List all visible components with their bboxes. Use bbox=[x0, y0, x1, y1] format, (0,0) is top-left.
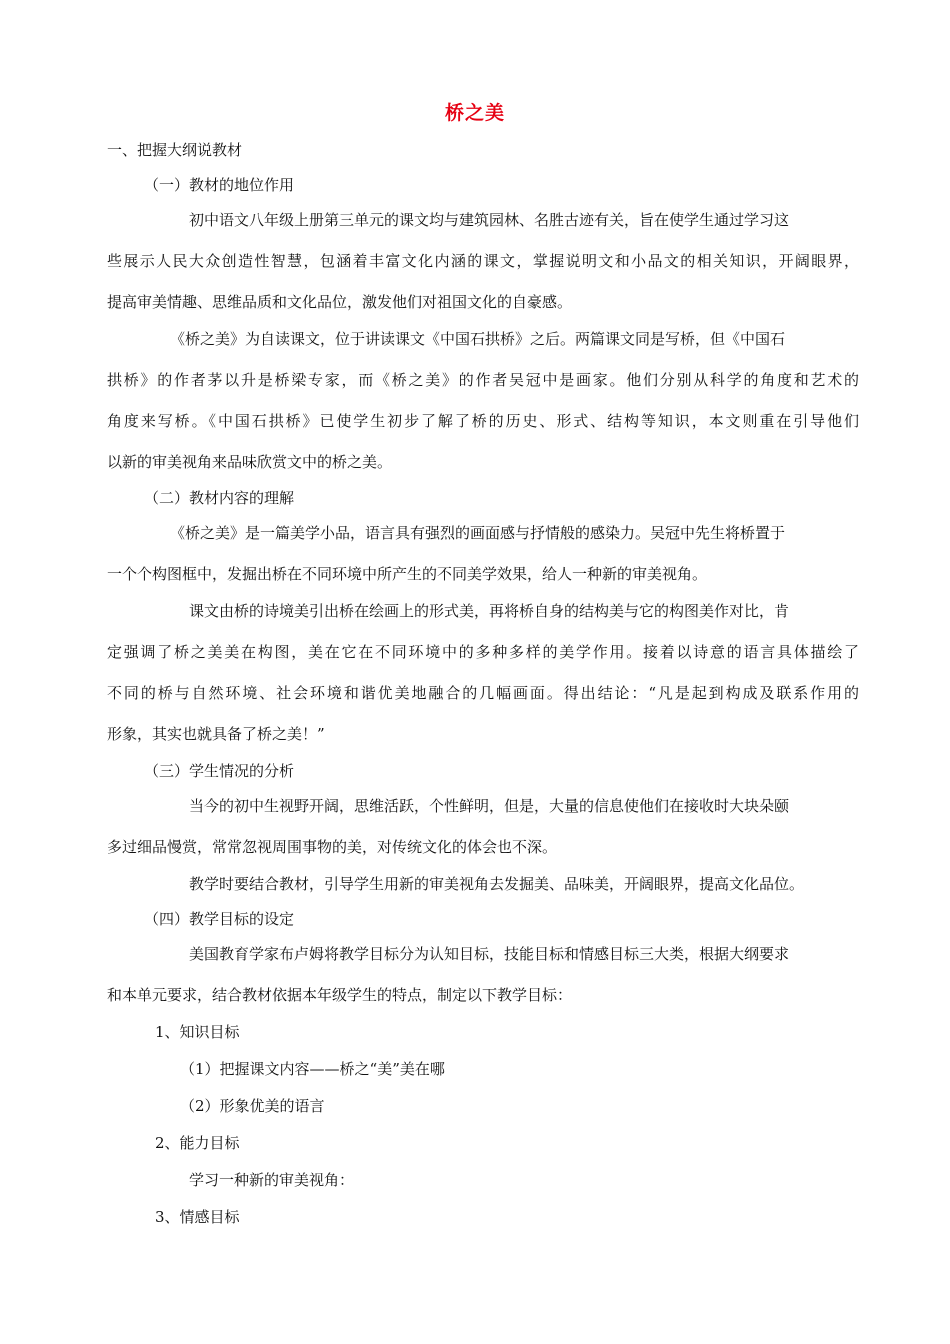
paragraph-line: 以新的审美视角来品味欣赏文中的桥之美。 bbox=[107, 453, 393, 471]
paragraph-line: 定强调了桥之美美在构图，美在它在不同环境中的多种多样的美学作用。接着以诗意的语言具体描绘了 bbox=[107, 643, 859, 661]
paragraph-line: 《桥之美》是一篇美学小品，语言具有强烈的画面感与抒情般的感染力。吴冠中先生将桥置于 bbox=[170, 524, 786, 542]
subsection-heading: （二）教材内容的理解 bbox=[144, 489, 295, 507]
paragraph-line: 多过细品慢赏，常常忽视周围事物的美，对传统文化的体会也不深。 bbox=[107, 838, 558, 856]
subsection-heading: （三）学生情况的分析 bbox=[144, 762, 295, 780]
paragraph-line: 一个个构图框中，发掘出桥在不同环境中所产生的不同美学效果，给人一种新的审美视角。 bbox=[107, 565, 708, 583]
section-heading: 一、把握大纲说教材 bbox=[107, 141, 243, 159]
paragraph-line: 不同的桥与自然环境、社会环境和谐优美地融合的几幅画面。得出结论：“凡是起到构成及联系作用的 bbox=[107, 684, 859, 702]
paragraph-line: 提高审美情趣、思维品质和文化品位，激发他们对祖国文化的自豪感。 bbox=[107, 293, 573, 311]
paragraph-line: 初中语文八年级上册第三单元的课文均与建筑园林、名胜古迹有关，旨在使学生通过学习这 bbox=[189, 211, 790, 229]
list-item: 学习一种新的审美视角： bbox=[189, 1171, 355, 1189]
paragraph-line: 《桥之美》为自读课文，位于讲读课文《中国石拱桥》之后。两篇课文同是写桥，但《中国石 bbox=[170, 330, 786, 348]
list-heading: 3、情感目标 bbox=[155, 1208, 240, 1226]
list-item: （1）把握课文内容——桥之“美”美在哪 bbox=[180, 1060, 445, 1078]
paragraph-line: 教学时要结合教材，引导学生用新的审美视角去发掘美、品味美，开阔眼界，提高文化品位。 bbox=[189, 875, 805, 893]
paragraph-line: 和本单元要求，结合教材依据本年级学生的特点，制定以下教学目标： bbox=[107, 986, 573, 1004]
paragraph-line: 形象，其实也就具备了桥之美！” bbox=[107, 725, 325, 743]
list-heading: 1、知识目标 bbox=[155, 1023, 240, 1041]
subsection-heading: （四）教学目标的设定 bbox=[144, 910, 295, 928]
list-heading: 2、能力目标 bbox=[155, 1134, 240, 1152]
paragraph-line: 些展示人民大众创造性智慧，包涵着丰富文化内涵的课文，掌握说明文和小品文的相关知识，开阔眼界， bbox=[107, 252, 859, 270]
paragraph-line: 当今的初中生视野开阔，思维活跃，个性鲜明，但是，大量的信息使他们在接收时大块朵颐 bbox=[189, 797, 790, 815]
subsection-heading: （一）教材的地位作用 bbox=[144, 176, 295, 194]
document-title: 桥之美 bbox=[444, 102, 505, 124]
paragraph-line: 美国教育学家布卢姆将教学目标分为认知目标，技能目标和情感目标三大类，根据大纲要求 bbox=[189, 945, 790, 963]
paragraph-line: 角度来写桥。《中国石拱桥》已使学生初步了解了桥的历史、形式、结构等知识，本文则重在引导他们 bbox=[107, 412, 859, 430]
paragraph-line: 课文由桥的诗境美引出桥在绘画上的形式美，再将桥自身的结构美与它的构图美作对比，肯 bbox=[189, 602, 790, 620]
paragraph-line: 拱桥》的作者茅以升是桥梁专家，而《桥之美》的作者吴冠中是画家。他们分别从科学的角度和艺术的 bbox=[107, 371, 859, 389]
list-item: （2）形象优美的语言 bbox=[180, 1097, 325, 1115]
